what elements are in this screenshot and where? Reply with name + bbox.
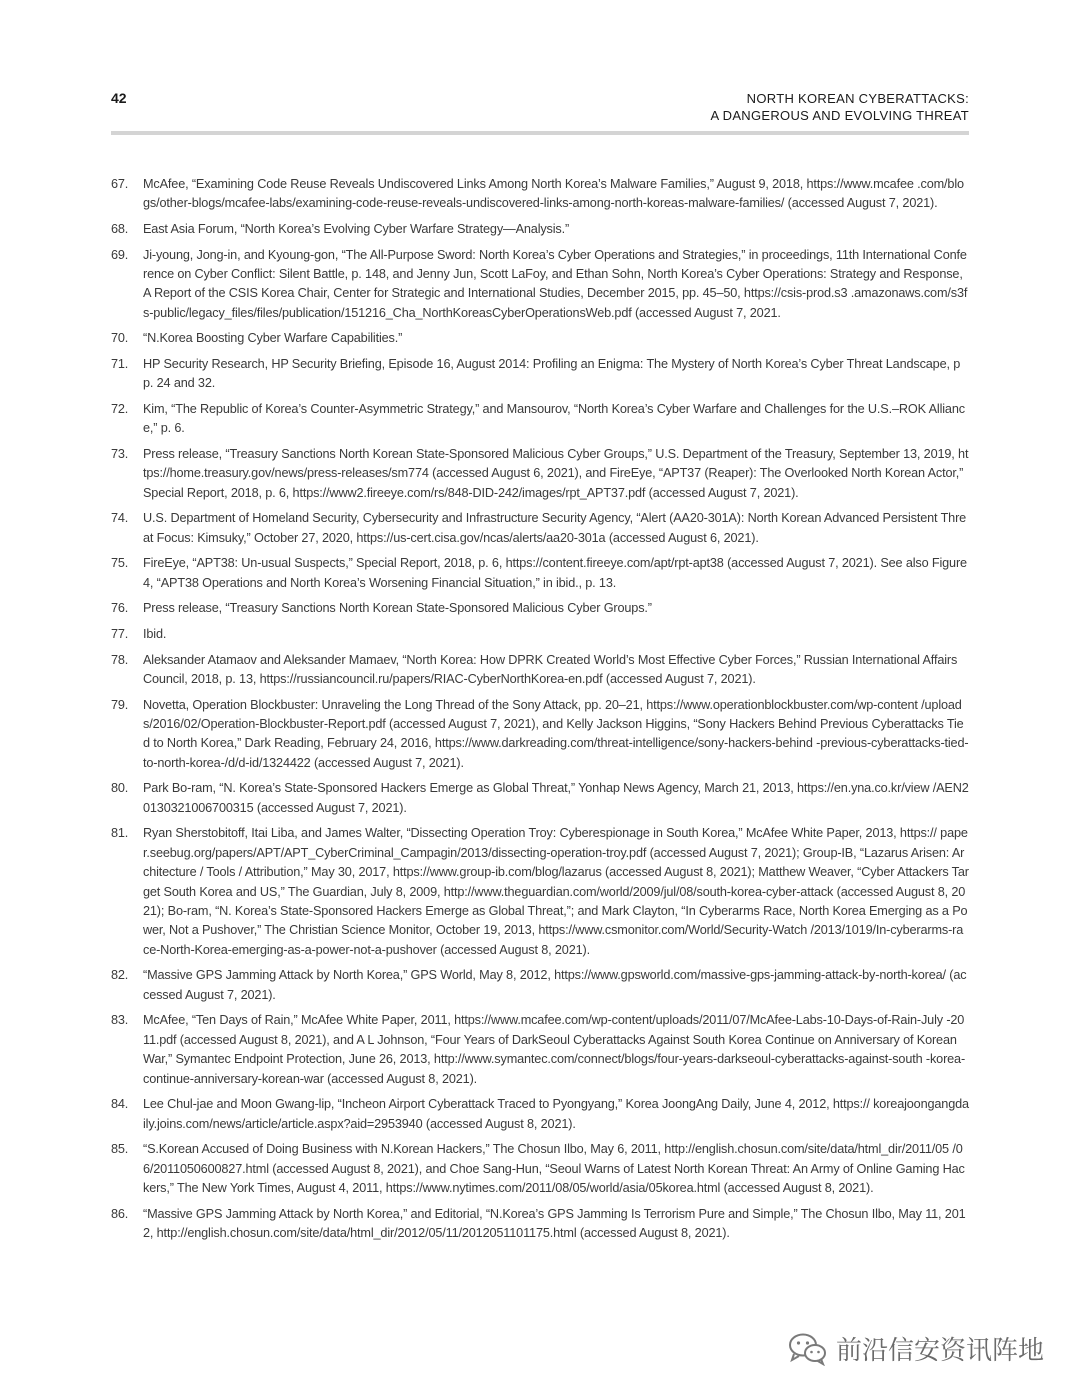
endnote-text: Lee Chul-jae and Moon Gwang-lip, “Incheon Airport Cyberattack Traced to Pyongyang,” Korea JoongAng Daily, June 4, 2012, https:// koreajoongangdaily.joins.com/news/article/article.aspx?aid=2953940 (accessed August 8, 2021).	[143, 1097, 969, 1131]
endnote-item	[111, 824, 969, 960]
endnote-item	[111, 1095, 969, 1134]
endnote-text: FireEye, “APT38: Un-usual Suspects,” Special Report, 2018, p. 6, https://content.fireeye.com/apt/rpt-apt38 (accessed August 7, 2021). See also Figure 4, “APT38 Operations and North Korea’s Worsening Financial Situation,” in ibid., p. 13.	[143, 556, 967, 590]
endnote-item	[111, 599, 969, 618]
endnote-text: Press release, “Treasury Sanctions North Korean State-Sponsored Malicious Cyber Groups,” U.S. Department of the Treasury, September 13, 2019, https://home.treasury.gov/news/press-releases/sm774 (accessed August 6, 2021), and FireEye, “APT37 (Reaper): The Overlooked North Korean Actor,” Special Report, 2018, p. 6, https://www2.fireeye.com/rs/848-DID-242/images/rpt_APT37.pdf (accessed August 7, 2021).	[143, 447, 969, 500]
endnotes-list	[111, 175, 969, 1250]
endnote-item	[111, 779, 969, 818]
endnote-text: Ryan Sherstobitoff, Itai Liba, and James Walter, “Dissecting Operation Troy: Cyberespionage in South Korea,” McAfee White Paper, 2013, https:// paper.seebug.org/papers/APT/APT_CyberCriminal_Campagin/2013/dissecting-operation-troy.pdf (accessed August 7, 2021); Group-IB, “Lazarus Arisen: Architecture / Tools / Attribution,” May 30, 2017, https://www.group-ib.com/blog/lazarus (accessed August 8, 2021); Matthew Weaver, “Cyber Attackers Target South Korea and US,” The Guardian, July 8, 2009, http://www.theguardian.com/world/2009/jul/08/south-korea-cyber-attack (accessed August 8, 2021); Bo-ram, “N. Korea’s State-Sponsored Hackers Emerge as Global Threat,”; and Mark Clayton, “In Cyberarms Race, North Korea Emerging as a Power, Not a Pushover,” The Christian Science Monitor, October 19, 2013, https://www.csmonitor.com/World/Security-Watch /2013/1019/In-cyberarms-race-North-Korea-emerging-as-a-power-not-a-pushover (accessed August 8, 2021).	[143, 826, 969, 957]
endnote-item	[111, 355, 969, 394]
endnote-text: “Massive GPS Jamming Attack by North Korea,” and Editorial, “N.Korea’s GPS Jamming Is Terrorism Pure and Simple,” The Chosun Ilbo, May 11, 2012, http://english.chosun.com/site/data/html_dir/2012/05/11/2012051101175.html (accessed August 8, 2021).	[143, 1206, 966, 1241]
endnote-number: 75.	[111, 556, 129, 571]
endnote-text: “N.Korea Boosting Cyber Warfare Capabilities.”	[143, 331, 403, 346]
endnote-text: “S.Korean Accused of Doing Business with N.Korean Hackers,” The Chosun Ilbo, May 6, 2011, http://english.chosun.com/site/data/html_dir/2011/05 /06/2011050600827.html (accessed August 8, 2021), and Choe Sang-Hun, “Seoul Warns of Latest North Korean Threat: An Army of Online Gaming Hackers,” The New York Times, August 4, 2011, https://www.nytimes.com/2011/08/05/world/asia/05korea.html (accessed August 8, 2021).	[143, 1142, 965, 1196]
watermark	[788, 1330, 1044, 1367]
endnote-text: Aleksander Atamaov and Aleksander Mamaev, “North Korea: How DPRK Created World’s Most Effective Cyber Forces,” Russian International Affairs Council, 2018, p. 13, https://russiancouncil.ru/papers/RIAC-CyberNorthKorea-en.pdf (accessed August 7, 2021).	[143, 652, 958, 686]
running-head-line-2: A DANGEROUS AND EVOLVING THREAT	[710, 108, 969, 123]
endnote-text: Press release, “Treasury Sanctions North Korean State-Sponsored Malicious Cyber Groups.”	[143, 601, 652, 616]
watermark-text: 前沿信安资讯阵地	[835, 1336, 1044, 1366]
endnote-text: McAfee, “Ten Days of Rain,” McAfee White Paper, 2011, https://www.mcafee.com/wp-content/uploads/2011/07/McAfee-Labs-10-Days-of-Rain-July -2011.pdf (accessed August 8, 2021), and A L Johnson, “Four Years of DarkSeoul Cyberattacks Against South Korea Continue on Anniversary of Korean War,” Symantec Endpoint Protection, June 26, 2013, http://www.symantec.com/connect/blogs/four-years-darkseoul-cyberattacks-against-south -korea-continue-anniversary-korean-war (accessed August 8, 2021).	[143, 1013, 966, 1086]
endnote-number: 74.	[111, 511, 129, 526]
endnote-item	[111, 696, 969, 774]
running-head	[710, 90, 969, 124]
endnote-text: Park Bo-ram, “N. Korea’s State-Sponsored Hackers Emerge as Global Threat,” Yonhap News Agency, March 21, 2013, https://en.yna.co.kr/view /AEN20130321006700315 (accessed August 7, 2021).	[143, 781, 969, 815]
endnote-item	[111, 246, 969, 324]
endnote-text: McAfee, “Examining Code Reuse Reveals Undiscovered Links Among North Korea’s Malware Families,” August 9, 2018, https://www.mcafee .com/blogs/other-blogs/mcafee-labs/examining-code-reuse-reveals-undiscovered-links-among-north-koreas-malware-families/ (accessed August 7, 2021).	[143, 177, 964, 211]
endnote-item	[111, 220, 969, 239]
endnote-item	[111, 445, 969, 503]
endnote-text: Ji-young, Jong-in, and Kyoung-gon, “The All-Purpose Sword: North Korea’s Cyber Operations and Strategies,” in proceedings, 11th International Conference on Cyber Conflict: Silent Battle, p. 148, and Jenny Jun, Scott LaFoy, and Ethan Sohn, North Korea’s Cyber Operations: Strategy and Response, A Report of the CSIS Korea Chair, Center for Strategic and International Studies, December 2015, pp. 45–50, https://csis-prod.s3 .amazonaws.com/s3fs-public/legacy_files/files/publication/151216_Cha_NorthKoreasCyberOperationsWeb.pdf (accessed August 7, 2021.	[143, 247, 968, 320]
endnote-text: “Massive GPS Jamming Attack by North Korea,” GPS World, May 8, 2012, https://www.gpsworld.com/massive-gps-jamming-attack-by-north-korea/ (accessed August 7, 2021).	[143, 968, 967, 1002]
endnote-number: 86.	[111, 1206, 129, 1221]
endnote-number: 80.	[111, 781, 129, 796]
endnote-item	[111, 651, 969, 690]
endnote-number: 79.	[111, 697, 129, 712]
endnote-item	[111, 329, 969, 348]
endnote-item	[111, 1011, 969, 1089]
endnote-text: U.S. Department of Homeland Security, Cybersecurity and Infrastructure Security Agency, “Alert (AA20-301A): North Korean Advanced Persistent Threat Focus: Kimsuky,” October 27, 2020, https://us-cert.cisa.gov/ncas/alerts/aa20-301a (accessed August 6, 2021).	[143, 511, 967, 545]
endnote-item	[111, 1140, 969, 1198]
endnote-number: 82.	[111, 968, 129, 983]
endnote-number: 72.	[111, 402, 129, 416]
endnote-text: Ibid.	[143, 627, 167, 641]
endnote-item	[111, 554, 969, 593]
endnote-number: 83.	[111, 1013, 129, 1028]
endnote-item	[111, 400, 969, 439]
endnote-number: 84.	[111, 1097, 129, 1112]
endnote-number: 78.	[111, 652, 129, 667]
endnote-item	[111, 1205, 969, 1244]
wechat-icon	[788, 1332, 828, 1366]
running-head-line-1: NORTH KOREAN CYBERATTACKS:	[746, 91, 969, 106]
page-number: 42	[111, 90, 127, 106]
endnote-text: Novetta, Operation Blockbuster: Unraveling the Long Thread of the Sony Attack, pp. 20–21, https://www.operationblockbuster.com/wp-content /uploads/2016/02/Operation-Blockbuster-Report.pdf (accessed August 7, 2021), and Kelly Jackson Higgins, “Sony Hackers Behind Previous Cyberattacks Tied to North Korea,” Dark Reading, February 24, 2016, https://www.darkreading.com/threat-intelligence/sony-hackers-behind -previous-cyberattacks-tied-to-north-korea-/d/d-id/1324422 (accessed August 7, 2021).	[143, 697, 969, 770]
endnote-number: 71.	[111, 357, 129, 371]
endnote-number: 77.	[111, 627, 129, 641]
endnote-number: 67.	[111, 177, 129, 191]
endnote-text: East Asia Forum, “North Korea’s Evolving Cyber Warfare Strategy—Analysis.”	[143, 222, 570, 236]
endnote-number: 73.	[111, 447, 129, 461]
endnote-number: 85.	[111, 1142, 129, 1157]
endnote-text: HP Security Research, HP Security Briefing, Episode 16, August 2014: Profiling an Enigma: The Mystery of North Korea’s Cyber Threat Landscape, pp. 24 and 32.	[143, 357, 961, 391]
header-rule	[111, 131, 969, 135]
endnote-item	[111, 625, 969, 644]
endnote-number: 81.	[111, 826, 129, 841]
endnote-item	[111, 966, 969, 1005]
endnote-text: Kim, “The Republic of Korea’s Counter-Asymmetric Strategy,” and Mansourov, “North Korea’s Cyber Warfare and Challenges for the U.S.–ROK Alliance,” p. 6.	[143, 402, 965, 436]
endnote-item	[111, 175, 969, 214]
endnote-number: 69.	[111, 247, 129, 262]
endnote-item	[111, 509, 969, 548]
endnote-number: 68.	[111, 222, 129, 236]
endnote-number: 70.	[111, 331, 129, 346]
endnote-number: 76.	[111, 601, 129, 616]
